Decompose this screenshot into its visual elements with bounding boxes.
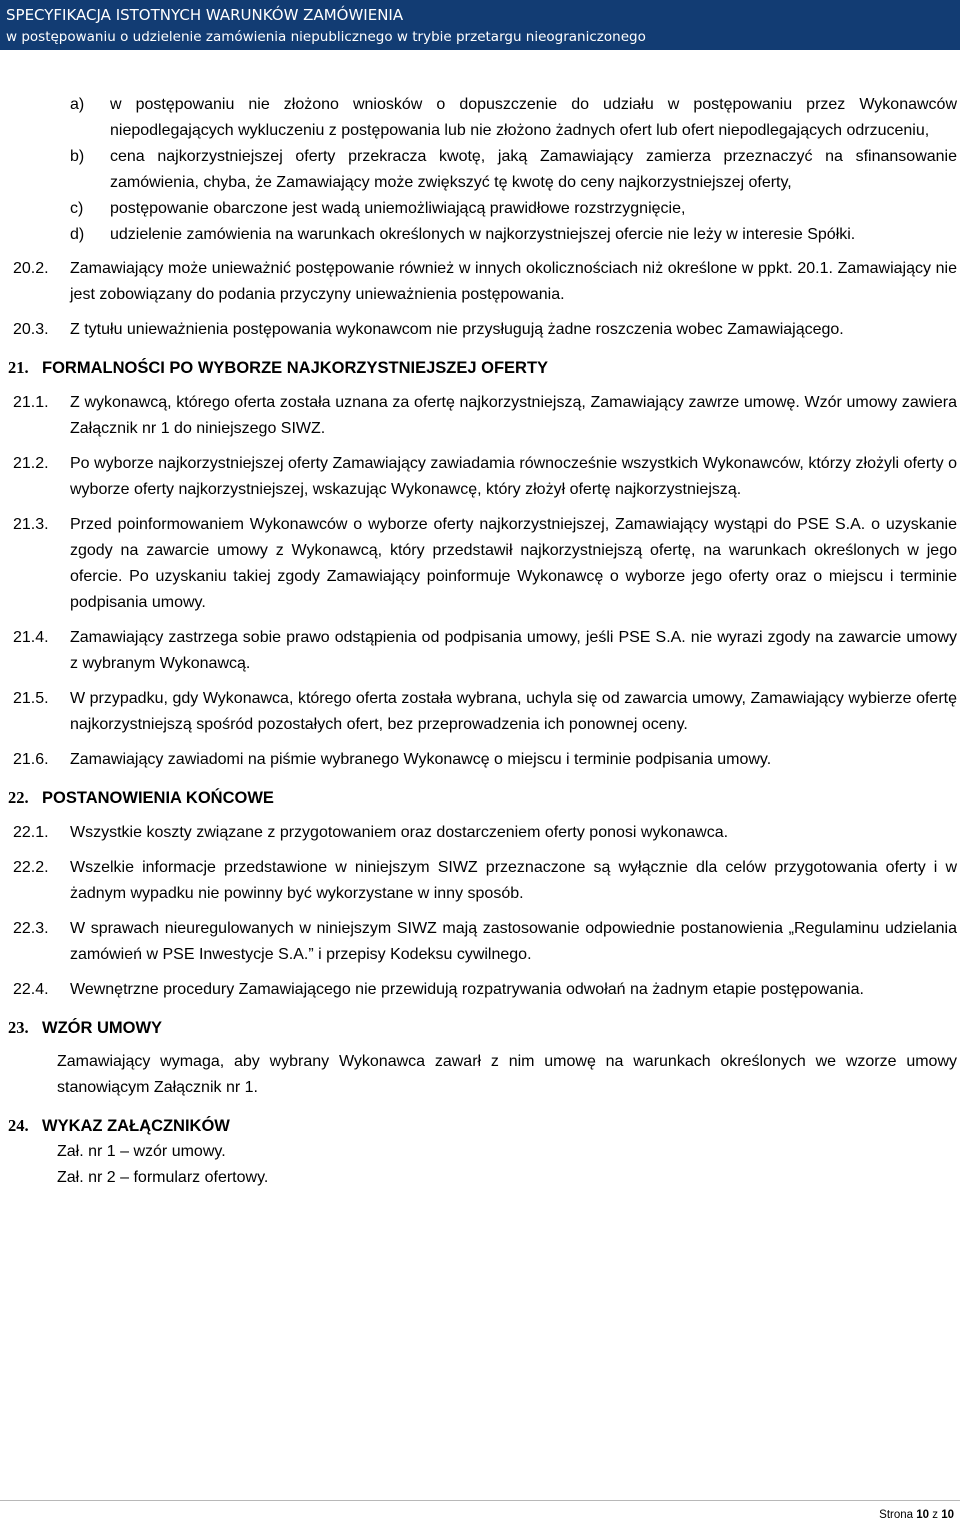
section-number: 21.3. [13,516,49,533]
list-marker: a) [70,96,85,113]
section-text: Zamawiający zastrzega sobie prawo odstąpienia od podpisania umowy, jeśli PSE S.A. nie wyrazi zgody na zawarcie umowy z wybranym Wykonawcą. [70,629,957,672]
footer-divider [0,1500,960,1501]
list-text: cena najkorzystniejszej oferty przekracza kwotę, jaką Zamawiający zamierza przeznaczyć na sfinansowanie zamówienia, chyba, że Zamawiający może zwiększyć tę kwotę do ceny najkorzystniejszej oferty, [110,148,957,191]
section-20-2 [13,256,957,308]
list-item-c [70,196,957,222]
document-body [0,92,960,1191]
list-item-d [70,222,957,248]
list-text: udzielenie zamówienia na warunkach określonych w najkorzystniejszej ofercie nie leży w interesie Spółki. [110,226,856,243]
heading-title: FORMALNOŚCI PO WYBORZE NAJKORZYSTNIEJSZEJ OFERTY [42,359,549,377]
section-number: 20.3. [13,321,49,338]
section-text: Z wykonawcą, którego oferta została uznana za ofertę najkorzystniejszą, Zamawiający zawrze umowę. Wzór umowy zawiera Załącznik nr 1 do niniejszego SIWZ. [70,394,957,437]
heading-number: 23. [8,1018,29,1037]
section-text: Zamawiający może unieważnić postępowanie również w innych okolicznościach niż określone w ppkt. 20.1. Zamawiający nie jest zobowiązany do podania przyczyny unieważnienia postępowania. [70,260,957,303]
section-21-5 [13,686,957,738]
attachment-item-1: Zał. nr 1 – wzór umowy. [57,1143,226,1160]
section-21-4 [13,625,957,677]
section-21-3 [13,512,957,616]
section-number: 21.2. [13,455,49,472]
section-text: Wszystkie koszty związane z przygotowaniem oraz dostarczeniem oferty ponosi wykonawca. [70,824,729,841]
section-22-4 [13,977,957,1003]
section-22-3 [13,916,957,968]
section-number: 22.3. [13,920,49,937]
page-total: 10 [941,1509,954,1521]
list-item-b [70,144,957,196]
header-subtitle: w postępowaniu o udzielenie zamówienia niepublicznego w trybie przetargu nieograniczonego [6,29,646,45]
section-22-1 [13,820,957,846]
section-21-1 [13,390,957,442]
heading-title: WZÓR UMOWY [42,1019,163,1037]
section-number: 20.2. [13,260,49,277]
list-marker: b) [70,148,85,165]
section-number: 21.4. [13,629,49,646]
section-number: 22.2. [13,859,49,876]
section-number: 22.4. [13,981,49,998]
list-text: postępowanie obarczone jest wadą uniemożliwiającą prawidłowe rozstrzygnięcie, [110,200,686,217]
page-number [879,1508,954,1522]
heading-number: 24. [8,1116,29,1135]
section-text: Przed poinformowaniem Wykonawców o wyborze oferty najkorzystniejszej, Zamawiający wystąpi do PSE S.A. o uzyskanie zgody na zawarcie umowy z Wykonawcą, który przedstawił najkorzystniejszą ofertę, na warunkach określonych w jego ofercie. Po uzyskaniu takiej zgody Zamawiający poinformuje Wykonawcę o wyborze jego oferty oraz o miejscu i terminie podpisania umowy. [70,516,957,611]
page-sep: z [932,1509,938,1521]
list-marker: d) [70,226,85,243]
section-21-6 [13,747,957,773]
section-21-2 [13,451,957,503]
section-number: 21.6. [13,751,49,768]
heading-24 [8,1113,960,1139]
section-number: 22.1. [13,824,49,841]
page-current: 10 [916,1509,930,1521]
section-number: 21.5. [13,690,49,707]
heading-number: 21. [8,358,29,377]
heading-23 [8,1015,960,1041]
section-text: Z tytułu unieważnienia postępowania wykonawcom nie przysługują żadne roszczenia wobec Zamawiającego. [70,321,844,338]
list-item-a [70,92,957,144]
heading-number: 22. [8,788,29,807]
section-text: W sprawach nieuregulowanych w niniejszym SIWZ mają zastosowanie odpowiednie postanowienia „Regulaminu udzielania zamówień w PSE Inwestycje S.A.” i przepisy Kodeksu cywilnego. [70,920,957,963]
section-20-3 [13,317,957,343]
attachment-item-2: Zał. nr 2 – formularz ofertowy. [57,1169,269,1186]
paragraph-23: Zamawiający wymaga, aby wybrany Wykonawca zawarł z nim umowę na warunkach określonych we wzorze umowy stanowiącym Załącznik nr 1. [57,1053,957,1096]
document-header [0,0,960,50]
heading-22 [8,785,960,811]
section-text: W przypadku, gdy Wykonawca, którego oferta została wybrana, uchyla się od zawarcia umowy, Zamawiający wybierze ofertę najkorzystniejszą spośród pozostałych ofert, bez przeprowadzenia ich ponownej oceny. [70,690,957,733]
section-text: Po wyborze najkorzystniejszej oferty Zamawiający zawiadamia równocześnie wszystkich Wykonawców, którzy złożyli oferty o wyborze oferty najkorzystniejszej, wskazując Wykonawcę, który złożył ofertę najkorzystniejszą. [70,455,957,498]
section-number: 21.1. [13,394,49,411]
list-text: w postępowaniu nie złożono wniosków o dopuszczenie do udziału w postępowaniu przez Wykonawców niepodlegających wykluczeniu z postępowania lub nie złożono żadnych ofert lub ofert niepodlegających odrzuceniu, [110,96,957,139]
list-20-1 [0,92,960,248]
section-text: Wewnętrzne procedury Zamawiającego nie przewidują rozpatrywania odwołań na żadnym etapie postępowania. [70,981,864,998]
list-marker: c) [70,200,84,217]
header-title: SPECYFIKACJA ISTOTNYCH WARUNKÓW ZAMÓWIENIA [6,6,404,24]
page-prefix: Strona [879,1509,914,1521]
section-text: Wszelkie informacje przedstawione w niniejszym SIWZ przeznaczone są wyłącznie dla celów przygotowania oferty i w żadnym wypadku nie powinny być wykorzystane w inny sposób. [70,859,957,902]
heading-title: WYKAZ ZAŁĄCZNIKÓW [42,1117,230,1135]
section-22-2 [13,855,957,907]
section-text: Zamawiający zawiadomi na piśmie wybranego Wykonawcę o miejscu i terminie podpisania umowy. [70,751,772,768]
heading-21 [8,355,960,381]
heading-title: POSTANOWIENIA KOŃCOWE [42,789,274,807]
